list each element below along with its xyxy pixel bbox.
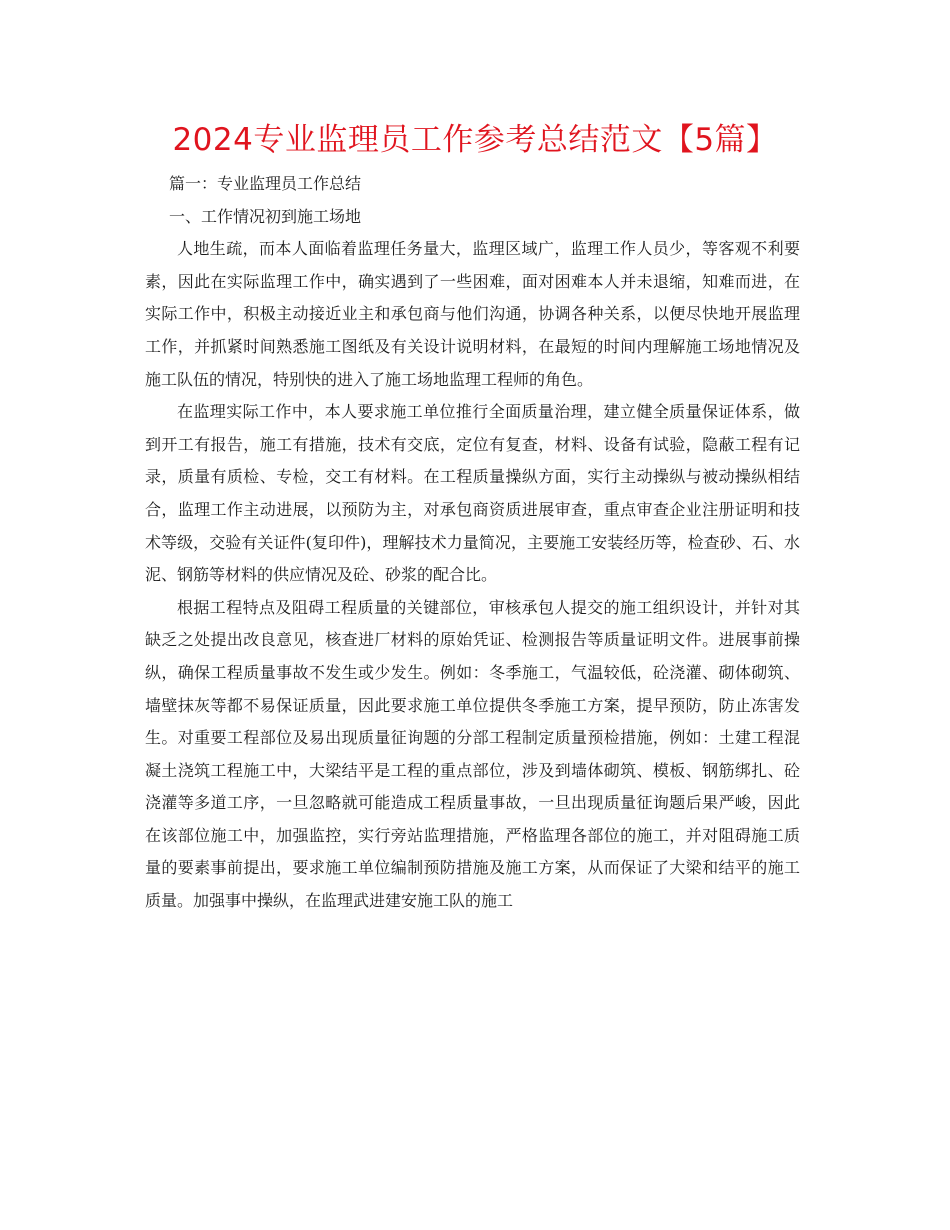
sub-heading: 一、工作情况初到施工场地: [169, 206, 362, 226]
document-title: 2024专业监理员工作参考总结范文【5篇】: [172, 122, 778, 158]
body-paragraph: 在监理实际工作中，本人要求施工单位推行全面质量治理，建立健全质量保证体系，做到开工有报告，施工有措施，技术有交底，定位有复查，材料、设备有试验，隐蔽工程有记录，质量有质检、专检，交工有材料。在工程质量操纵方面，实行主动操纵与被动操纵相结合，监理工作主动进展，以预防为主，对承包商资质进展审查，重点审查企业注册证明和技术等级，交验有关证件(复印件)，理解技术力量简况，主要施工安装经历等，检查砂、石、水泥、钢筋等材料的供应情况及砼、砂浆的配合比。: [145, 402, 800, 585]
body-paragraph: 根据工程特点及阻碍工程质量的关键部位，审核承包人提交的施工组织设计，并针对其缺乏之处提出改良意见，核查进厂材料的原始凭证、检测报告等质量证明文件。进展事前操纵，确保工程质量事故不发生或少发生。例如：冬季施工，气温较低，砼浇灌、砌体砌筑、墙壁抹灰等都不易保证质量，因此要求施工单位提供冬季施工方案，提早预防，防止冻害发生。对重要工程部位及易出现质量征询题的分部工程制定质量预检措施，例如：土建工程混凝土浇筑工程施工中，大梁结平是工程的重点部位，涉及到墙体砌筑、模板、钢筋绑扎、砼浇灌等多道工序，一旦忽略就可能造成工程质量事故，一旦出现质量征询题后果严峻，因此在该部位施工中，加强监控，实行旁站监理措施，严格监理各部位的施工，并对阻碍施工质量的要素事前提出，要求施工单位编制预防措施及施工方案，从而保证了大梁和结平的施工质量。加强事中操纵，在监理武进建安施工队的施工: [145, 597, 800, 911]
document-body: [145, 168, 800, 918]
body-paragraph: 人地生疏，而本人面临着监理任务量大，监理区域广，监理工作人员少，等客观不利要素，因此在实际监理工作中，确实遇到了一些困难，面对困难本人并未退缩，知难而进，在实际工作中，积极主动接近业主和承包商与他们沟通，协调各种关系，以便尽快地开展监理工作，并抓紧时间熟悉施工图纸及有关设计说明材料，在最短的时间内理解施工场地情况及施工队伍的情况，特别快的进入了施工场地监理工程师的角色。: [145, 239, 800, 389]
section-heading: 篇一：专业监理员工作总结: [169, 174, 362, 193]
